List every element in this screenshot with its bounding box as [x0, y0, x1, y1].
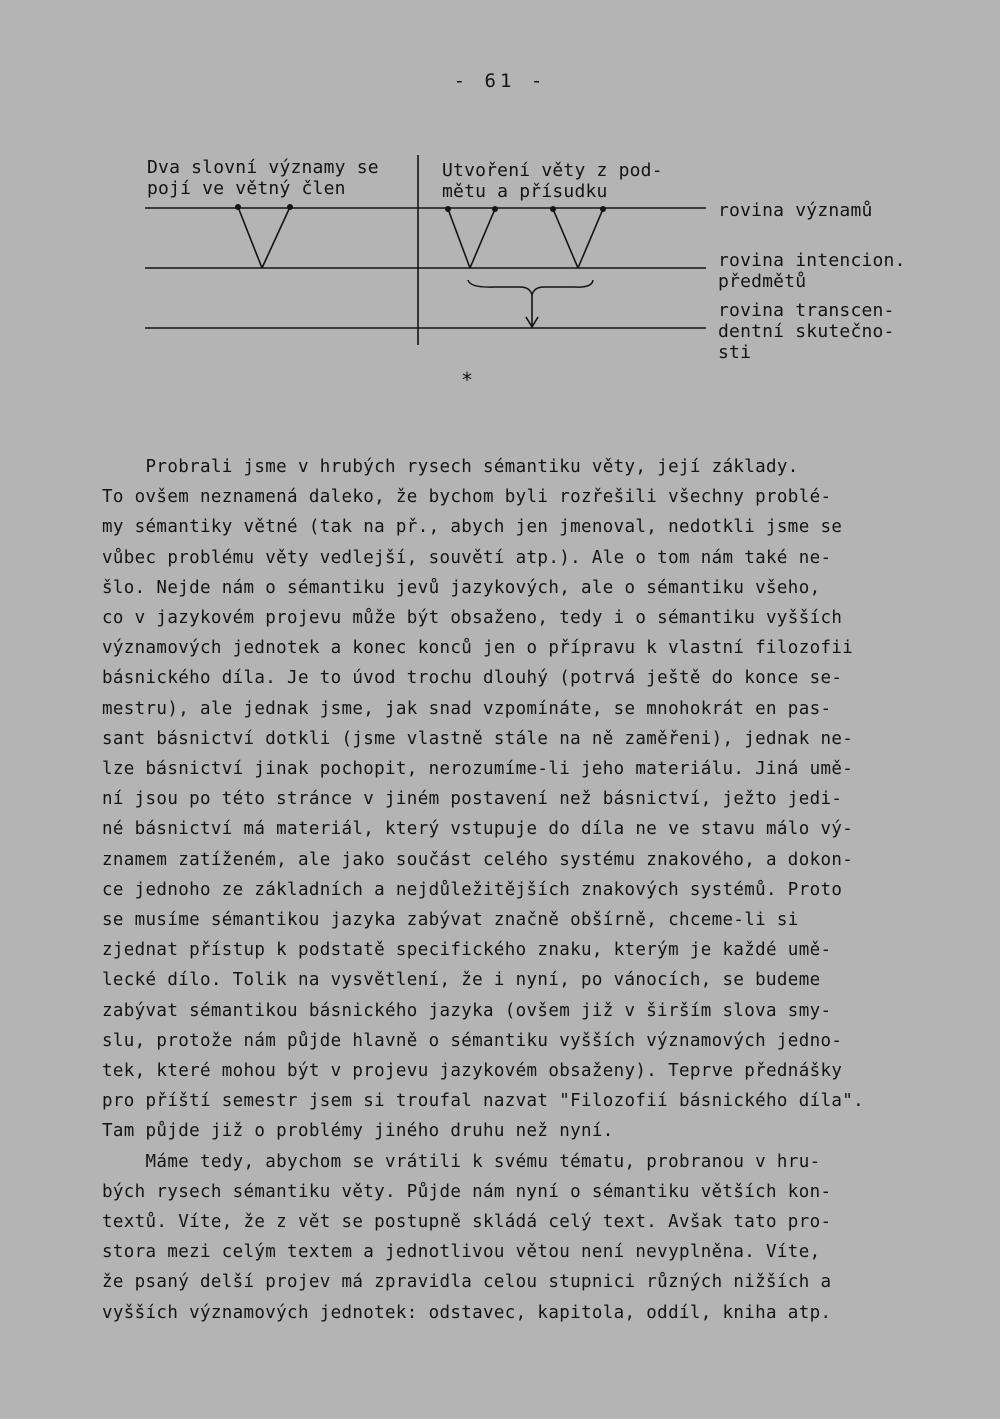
body-line: tek, které mohou být v projevu jazykovém obsaženy). Teprve přednášky — [102, 1061, 843, 1082]
left-v-arrow — [235, 204, 293, 268]
body-line: slu, protože nám půjde hlavně o sémantiku vyšších významových jedno- — [102, 1030, 843, 1051]
section-asterisk: * — [461, 368, 474, 392]
body-line: To ovšem neznamená daleko, že bychom byli rozřešili všechny problé- — [102, 487, 832, 508]
body-line: básnického díla. Je to úvod trochu dlouhý (potrvá ještě do konce se- — [102, 668, 843, 689]
page-number: - 61 - — [453, 70, 547, 92]
brace — [468, 280, 593, 295]
body-line: Máme tedy, abychom se vrátili k svému tématu, probranou v hru- — [102, 1151, 821, 1172]
body-line: ce jednoho ze základních a nejdůležitějších znakových systémů. Proto — [102, 879, 843, 900]
body-line: stora mezi celým textem a jednotlivou větou není nevyplněna. Víte, — [102, 1242, 821, 1263]
body-line: textů. Víte, že z vět se postupně skládá celý text. Avšak tato pro- — [102, 1212, 832, 1233]
body-line: že psaný delší projev má zpravidla celou stupnici různých nižších a — [102, 1272, 832, 1293]
body-line: vyšších významových jednotek: odstavec, kapitola, oddíl, kniha atp. — [102, 1302, 832, 1323]
body-line: pro příští semestr jsem si troufal nazvat "Filozofií básnického díla". — [102, 1091, 865, 1112]
level-label-intentional-objects: rovina intencion. předmětů — [718, 250, 906, 292]
body-line: se musíme sémantikou jazyka zabývat značně obšírně, chceme-li si — [102, 910, 799, 931]
body-line: bých rysech sémantiku věty. Půjde nám nyní o sémantiku větších kon- — [102, 1181, 832, 1202]
body-text — [102, 452, 932, 1328]
predicate-v-arrow — [550, 206, 606, 268]
body-line: lze básnictví jinak pochopit, nerozumíme-li jeho materiálu. Jiná umě- — [102, 759, 854, 780]
subject-v-arrow — [445, 206, 498, 268]
body-line: vůbec problému věty vedlejší, souvětí atp.). Ale o tom nám také ne- — [102, 547, 832, 568]
body-line: sant básnictví dotkli (jsme vlastně stále na ně zaměřeni), jednak ne- — [102, 728, 854, 749]
body-line: ní jsou po této stránce v jiném postavení než básnictví, ježto jedi- — [102, 789, 843, 810]
body-line: významových jednotek a konec konců jen o přípravu k vlastní filozofii — [102, 638, 854, 659]
body-line: mestru), ale jednak jsme, jak snad vzpomínáte, se mnohokrát en pas- — [102, 698, 832, 719]
level-label-meanings: rovina významů — [718, 200, 873, 221]
body-line: šlo. Nejde nám o sémantiku jevů jazykových, ale o sémantiku všeho, — [102, 577, 821, 598]
body-line: zabývat sémantikou básnického jazyka (ovšem již v širším slova smy- — [102, 1000, 832, 1021]
right-header-label: Utvoření věty z pod- mětu a přísudku — [442, 160, 663, 202]
body-line: my sémantiky větné (tak na př., abych jen jmenoval, nedotkli jsme se — [102, 517, 843, 538]
level-label-transcendent-reality: rovina transcen- dentní skutečno- sti — [718, 300, 895, 363]
body-line: co v jazykovém projevu může být obsaženo, tedy i o sémantiku vyšších — [102, 608, 843, 629]
body-line: né básnictví má materiál, který vstupuje do díla ne ve stavu málo vý- — [102, 819, 854, 840]
left-header-label: Dva slovní významy se pojí ve větný člen — [147, 157, 379, 199]
body-line: znamem zatíženém, ale jako součást celého systému znakového, a dokon- — [102, 849, 854, 870]
body-line: Probrali jsme v hrubých rysech sémantiku věty, její základy. — [102, 457, 799, 477]
body-line: Tam půjde již o problémy jiného druhu než nyní. — [102, 1121, 614, 1142]
body-line: zjednat přístup k podstatě specifického znaku, kterým je každé umě- — [102, 940, 832, 961]
body-line: lecké dílo. Tolik na vysvětlení, že i nyní, po vánocích, se budeme — [102, 970, 821, 991]
